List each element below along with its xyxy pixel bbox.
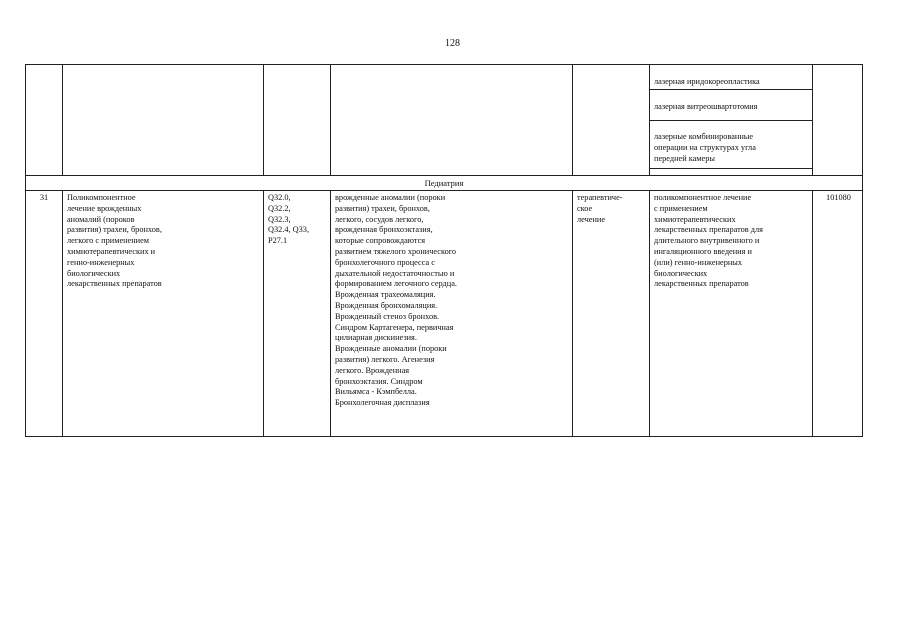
model-cell-empty: [331, 65, 573, 175]
treatment-type: терапевтиче- ское лечение: [573, 191, 650, 436]
row-number: 31: [26, 191, 63, 436]
medical-care-table: [25, 64, 863, 437]
icd-codes: Q32.0, Q32.2, Q32.3, Q32.4, Q33, P27.1: [264, 191, 331, 436]
treatment-method: поликомпонентное лечение с применением химиотерапевтических лекарственных препаратов для длительного внутривенного и ингаляционного введения и (или) генно-инженерных биологических лекарственных препаратов: [650, 191, 813, 436]
cost-cell-empty: [813, 65, 864, 175]
continuation-row: [26, 65, 862, 176]
method-item: лазерная витреошвартотомия: [650, 101, 812, 121]
number-cell-empty: [26, 65, 63, 175]
name-cell-empty: [63, 65, 264, 175]
section-heading: Педиатрия: [26, 176, 862, 191]
care-name: Поликомпонентное лечение врожденных аномалий (пороков развития) трахеи, бронхов, легкого с применением химиотерапевтических и генно-инженерных биологических лекарственных препаратов: [63, 191, 264, 436]
method-item: лазерные комбинированные операции на структурах угла передней камеры: [650, 131, 812, 169]
method-item: лазерная иридокореопластика: [650, 76, 812, 90]
table-row: [26, 191, 862, 436]
cost-value: 101080: [826, 193, 851, 202]
patient-model: врожденные аномалии (пороки развития) трахеи, бронхов, легкого, сосудов легкого, врожденная бронхоэктазия, которые сопровождаются развитием тяжелого хронического бронхолегочного процесса с дыхательной недостаточностью и формированием легочного сердца. Врожденная трахеомаляция. Врожденная бронхомаляция. Врожденный стеноз бронхов. Синдром Картагенера, первичная цилиарная дискинезия. Врожденные аномалии (пороки развития) легкого. Агенезия легкого. Врожденная бронхоэктазия. Синдром Вильямса - Кэмпбелла. Бронхолегочная дисплазия: [331, 191, 573, 436]
codes-cell-empty: [264, 65, 331, 175]
page-number: 128: [445, 38, 460, 49]
treatment-cell-empty: [573, 65, 650, 175]
methods-cell: [650, 65, 813, 175]
